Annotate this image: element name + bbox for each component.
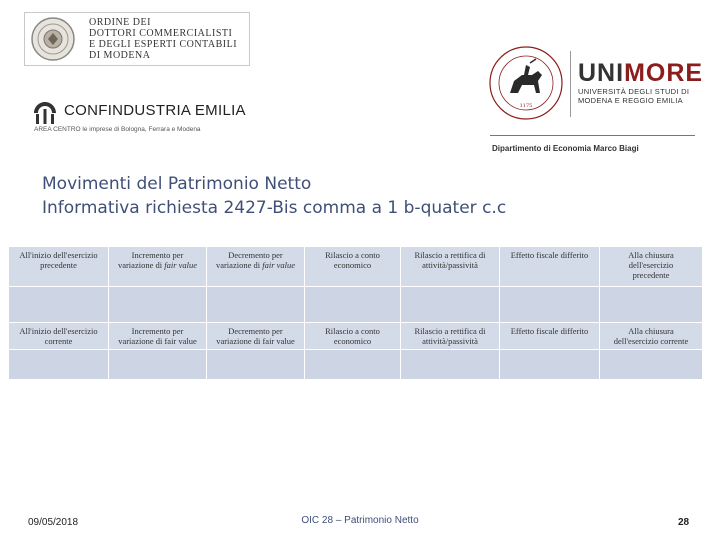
odcec-line: DOTTORI COMMERCIALISTI	[89, 28, 233, 39]
cell-line: Decremento per	[228, 326, 283, 336]
cell-line: Effetto fiscale differito	[510, 250, 589, 260]
empty-cell	[9, 350, 109, 380]
title-line-2: Informativa richiesta 2427-Bis comma a 1 b-quater c.c	[42, 198, 507, 218]
empty-cell	[500, 350, 600, 380]
table-row	[9, 323, 703, 350]
cell-line: Incremento per	[131, 326, 184, 336]
table-cell	[600, 247, 703, 287]
cell-text-italic: fair value	[164, 260, 198, 270]
cell-line: dell'esercizio	[628, 260, 674, 270]
cell-line	[209, 260, 302, 270]
cell-line: precedente	[632, 270, 670, 280]
odcec-seal-icon	[30, 16, 76, 62]
cell-line: attività/passività	[422, 260, 478, 270]
table-cell	[401, 323, 500, 350]
empty-cell	[9, 287, 109, 323]
cell-line: Rilascio a rettifica di	[414, 250, 486, 260]
unimore-divider	[570, 51, 571, 117]
cell-line: economico	[333, 336, 372, 346]
empty-cell	[305, 350, 401, 380]
empty-cell	[600, 287, 703, 323]
empty-cell	[401, 350, 500, 380]
footer-date: 09/05/2018	[28, 517, 79, 528]
cell-text: variazione di	[117, 260, 165, 270]
table-row	[9, 287, 703, 323]
confindustria-subtitle: AREA CENTRO le imprese di Bologna, Ferrara e Modena	[34, 126, 201, 133]
slide-title	[42, 172, 506, 220]
cell-line	[111, 260, 204, 270]
cell-line: Rilascio a conto	[325, 250, 380, 260]
cell-line: Rilascio a rettifica di	[414, 326, 486, 336]
department-name: Dipartimento di Economia Marco Biagi	[492, 144, 639, 153]
table-cell	[401, 247, 500, 287]
table-cell	[207, 323, 305, 350]
odcec-text	[89, 17, 237, 61]
table-row	[9, 247, 703, 287]
unimore-brand	[578, 59, 703, 88]
cell-line: Incremento per	[131, 250, 184, 260]
cell-line: Effetto fiscale differito	[510, 326, 589, 336]
cell-line: dell'esercizio corrente	[613, 336, 689, 346]
table-cell	[207, 247, 305, 287]
cell-line: All'inizio dell'esercizio	[19, 250, 98, 260]
table-cell	[109, 323, 207, 350]
cell-line: All'inizio dell'esercizio	[19, 326, 98, 336]
cell-line: Alla chiusura	[628, 326, 674, 336]
empty-cell	[401, 287, 500, 323]
cell-line: Rilascio a conto	[325, 326, 380, 336]
unimore-seal-icon	[488, 45, 564, 121]
table-cell	[500, 247, 600, 287]
cell-line: variazione di fair value	[118, 336, 197, 346]
svg-text:1175: 1175	[519, 103, 533, 109]
confindustria-name: CONFINDUSTRIA EMILIA	[64, 102, 246, 119]
empty-cell	[109, 350, 207, 380]
empty-cell	[109, 287, 207, 323]
unimore-subtitle-line: UNIVERSITÀ DEGLI STUDI DI	[578, 87, 690, 96]
unimore-logo	[488, 45, 704, 155]
cell-line: variazione di fair value	[216, 336, 295, 346]
cell-line: Alla chiusura	[628, 250, 674, 260]
page-number: 28	[678, 517, 690, 528]
table-cell	[9, 323, 109, 350]
cell-text: variazione di	[215, 260, 263, 270]
cell-line: attività/passività	[422, 336, 478, 346]
empty-cell	[500, 287, 600, 323]
unimore-brand-uni: UNI	[578, 59, 625, 87]
title-line-1: Movimenti del Patrimonio Netto	[42, 174, 312, 194]
cell-line: Decremento per	[228, 250, 283, 260]
odcec-logo	[24, 12, 250, 66]
equity-movements-table	[8, 246, 703, 380]
empty-cell	[207, 287, 305, 323]
table-cell	[109, 247, 207, 287]
table-cell	[600, 323, 703, 350]
cell-text-italic: fair value	[262, 260, 296, 270]
odcec-line: ORDINE DEI	[89, 17, 151, 28]
confindustria-logo	[30, 98, 260, 140]
empty-cell	[207, 350, 305, 380]
odcec-line: DI MODENA	[89, 50, 151, 61]
confindustria-mark-icon	[30, 100, 60, 126]
table-cell	[305, 247, 401, 287]
unimore-subtitle-line: MODENA E REGGIO EMILIA	[578, 96, 683, 105]
table-row	[9, 350, 703, 380]
unimore-rule	[490, 135, 695, 136]
cell-line: economico	[333, 260, 372, 270]
footer-title: OIC 28 – Patrimonio Netto	[301, 515, 419, 526]
empty-cell	[305, 287, 401, 323]
table-cell	[305, 323, 401, 350]
empty-cell	[600, 350, 703, 380]
table-cell	[500, 323, 600, 350]
unimore-brand-more: MORE	[624, 59, 704, 87]
unimore-subtitle	[578, 87, 689, 105]
table-cell	[9, 247, 109, 287]
odcec-line: E DEGLI ESPERTI CONTABILI	[89, 39, 238, 50]
cell-line: precedente	[40, 260, 77, 270]
cell-line: corrente	[44, 336, 73, 346]
